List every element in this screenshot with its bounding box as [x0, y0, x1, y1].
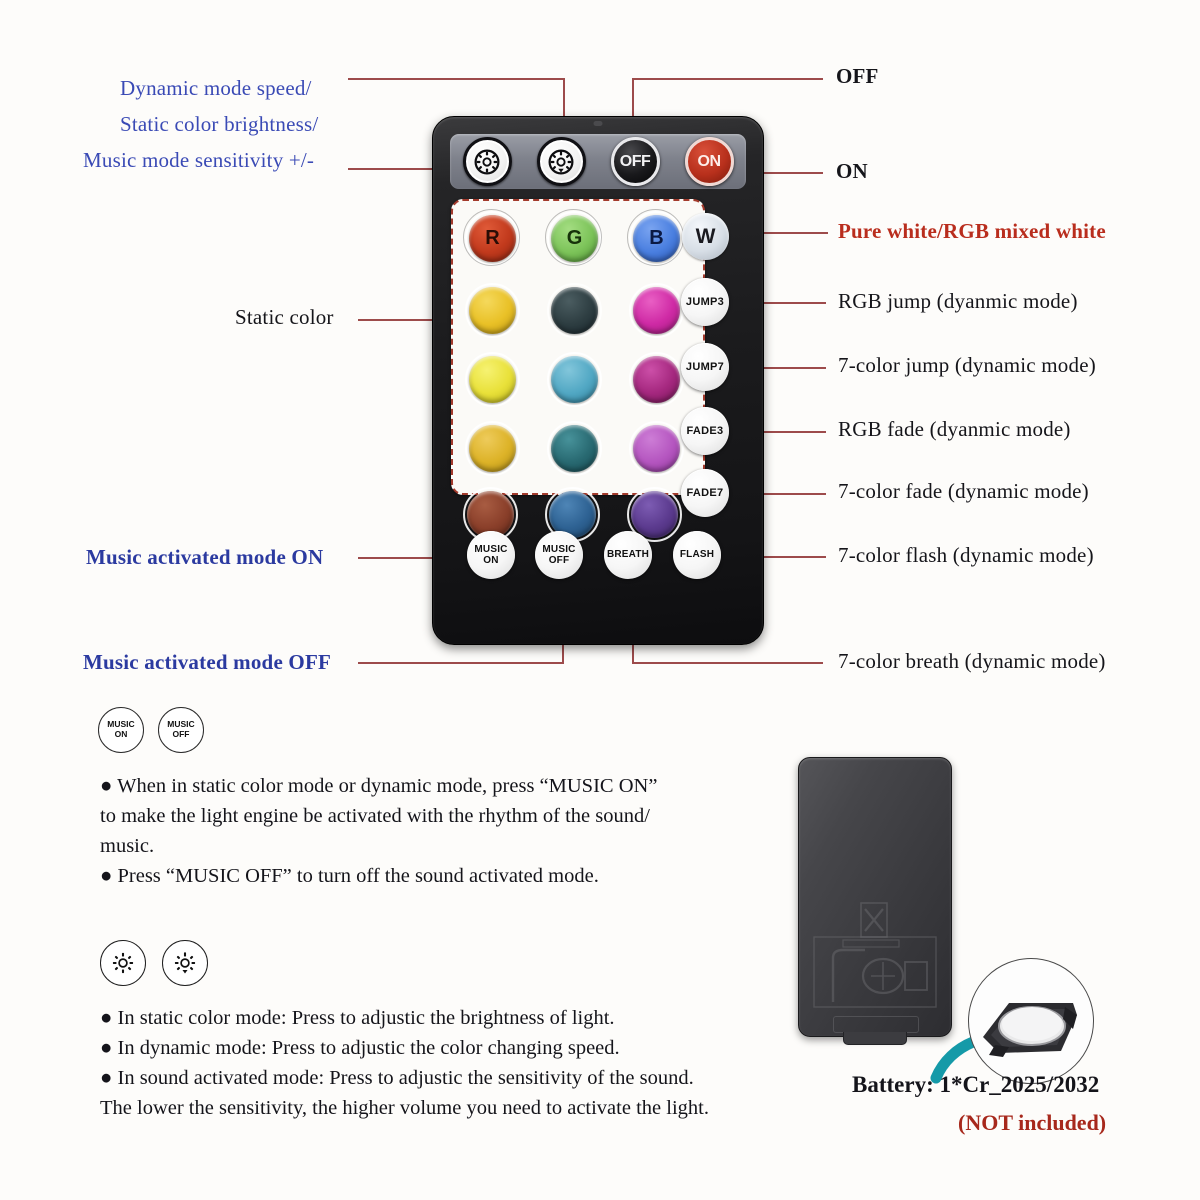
button-ring	[629, 421, 684, 476]
icon-label-line1: MUSIC	[167, 719, 195, 730]
annotation-rgb-fade: RGB fade (dyanmic mode)	[838, 417, 1071, 441]
color-button-gold[interactable]	[469, 425, 516, 472]
annotation-7color-flash: 7-color flash (dynamic mode)	[838, 543, 1094, 567]
annotation-off: OFF	[836, 64, 879, 88]
annotation-music-mode-sensitivity: Music mode sensitivity +/-	[83, 148, 315, 172]
color-button-teal[interactable]	[551, 425, 598, 472]
icon-label-line1: MUSIC	[107, 719, 135, 730]
sun-minus-glyph	[172, 950, 198, 976]
color-button-sky[interactable]	[551, 356, 598, 403]
sun-plus-icon	[474, 149, 500, 175]
button-ring	[465, 352, 520, 407]
color-button-white[interactable]	[682, 213, 729, 260]
brightness-instruction-line-3: ● In sound activated mode: Press to adjustic the sensitivity of the sound.	[100, 1067, 694, 1089]
annotation-pure-white: Pure white/RGB mixed white	[838, 219, 1106, 243]
color-button-magenta[interactable]	[633, 287, 680, 334]
annotation-rgb-jump: RGB jump (dyanmic mode)	[838, 289, 1078, 313]
music-off-button[interactable]	[535, 531, 583, 579]
breath-button[interactable]	[604, 531, 652, 579]
button-label-line2: ON	[483, 555, 499, 566]
color-button-red[interactable]	[469, 215, 516, 262]
leader-line-brightness-top	[348, 78, 565, 80]
cover-label-plate	[833, 1016, 919, 1033]
sun-plus-icon	[100, 940, 146, 986]
annotation-static-color: Static color	[235, 305, 334, 329]
music-instruction-line-2: to make the light engine be activated with the rhythm of the sound/	[100, 805, 650, 827]
music-on-button[interactable]	[467, 531, 515, 579]
sun-minus-icon	[162, 940, 208, 986]
annotation-dynamic-mode-speed: Dynamic mode speed/	[120, 76, 312, 100]
music-instruction-line-4: ● Press “MUSIC OFF” to turn off the sound activated mode.	[100, 865, 599, 887]
annotation-7color-breath: 7-color breath (dynamic mode)	[838, 649, 1106, 673]
button-label-line1: BREATH	[606, 549, 650, 561]
jump3-button[interactable]	[681, 278, 729, 326]
color-button-dark-slate[interactable]	[551, 287, 598, 334]
color-button-green[interactable]	[551, 215, 598, 262]
icon-label-line2: ON	[114, 729, 128, 739]
button-ring	[547, 283, 602, 338]
ir-emitter	[594, 121, 603, 126]
music-on-icon	[98, 707, 144, 753]
power-off-button[interactable]: OFF	[611, 137, 660, 186]
battery-not-included-note: (NOT included)	[958, 1110, 1107, 1135]
annotation-music-activated-on: Music activated mode ON	[86, 545, 324, 569]
color-button-label: G	[566, 227, 583, 249]
button-label-line1: MUSIC	[542, 543, 576, 555]
annotation-7color-fade: 7-color fade (dynamic mode)	[838, 479, 1089, 503]
annotation-7color-jump: 7-color jump (dynamic mode)	[838, 353, 1096, 377]
button-label-line2: OFF	[548, 555, 570, 566]
button-ring	[465, 421, 520, 476]
power-on-button[interactable]: ON	[685, 137, 734, 186]
color-button-label: W	[695, 224, 716, 248]
color-button-orchid[interactable]	[633, 425, 680, 472]
button-ring	[465, 283, 520, 338]
battery-cover	[798, 757, 952, 1037]
music-off-icon	[158, 707, 204, 753]
music-instruction-icons	[98, 707, 204, 753]
button-ring	[547, 421, 602, 476]
button-ring-outer	[463, 209, 520, 266]
remote-control-body	[432, 116, 764, 645]
battery-diagram-emboss-icon	[813, 936, 937, 1008]
leader-line-music-off	[358, 662, 564, 664]
flash-button[interactable]	[673, 531, 721, 579]
brightness-instruction-icons	[100, 940, 208, 986]
button-ring	[629, 283, 684, 338]
button-ring	[629, 352, 684, 407]
no-trash-emboss-icon	[857, 900, 891, 940]
color-button-amber[interactable]	[469, 287, 516, 334]
button-label: FADE7	[686, 487, 724, 499]
sun-plus-glyph	[110, 950, 136, 976]
button-label: JUMP7	[685, 361, 725, 373]
button-label-line1: FLASH	[679, 549, 715, 561]
color-button-grid	[453, 201, 703, 493]
annotation-static-color-brightness: Static color brightness/	[120, 112, 319, 136]
color-button-blue[interactable]	[633, 215, 680, 262]
static-color-panel	[451, 199, 705, 495]
color-button-yellow[interactable]	[469, 356, 516, 403]
color-button-purple-pink[interactable]	[633, 356, 680, 403]
battery-label: Battery: 1*Cr_2025/2032	[852, 1072, 1100, 1097]
button-label-line1: MUSIC	[474, 543, 508, 555]
music-instruction-line-1: ● When in static color mode or dynamic mode, press “MUSIC ON”	[100, 775, 658, 797]
button-ring	[547, 352, 602, 407]
color-button-violet[interactable]	[631, 491, 678, 538]
annotation-on: ON	[836, 159, 868, 183]
top-button-strip	[450, 134, 746, 189]
button-label: JUMP3	[685, 296, 725, 308]
leader-line-off	[633, 78, 823, 80]
brightness-instruction-line-1: ● In static color mode: Press to adjustic the brightness of light.	[100, 1007, 615, 1029]
button-ring-outer	[627, 209, 684, 266]
button-label: FADE3	[686, 425, 724, 437]
music-instruction-line-3: music.	[100, 835, 155, 857]
sun-minus-icon	[548, 149, 574, 175]
button-ring-outer	[545, 209, 602, 266]
brightness-instruction-line-2: ● In dynamic mode: Press to adjustic the color changing speed.	[100, 1037, 620, 1059]
color-button-label: B	[649, 227, 664, 249]
brightness-up-button[interactable]	[463, 137, 512, 186]
fade3-button[interactable]	[681, 407, 729, 455]
brightness-down-button[interactable]	[537, 137, 586, 186]
cover-release-notch	[843, 1032, 907, 1045]
battery-closeup-inset	[968, 958, 1094, 1084]
icon-label-line2: OFF	[172, 729, 190, 739]
color-button-label: R	[485, 227, 500, 249]
jump7-button[interactable]	[681, 343, 729, 391]
coin-cell-battery-icon	[969, 959, 1093, 1083]
fade7-button[interactable]	[681, 469, 729, 517]
annotation-music-activated-off: Music activated mode OFF	[83, 650, 332, 674]
leader-line-breath	[632, 662, 823, 664]
brightness-instruction-line-4: The lower the sensitivity, the higher volume you need to activate the light.	[100, 1097, 709, 1119]
